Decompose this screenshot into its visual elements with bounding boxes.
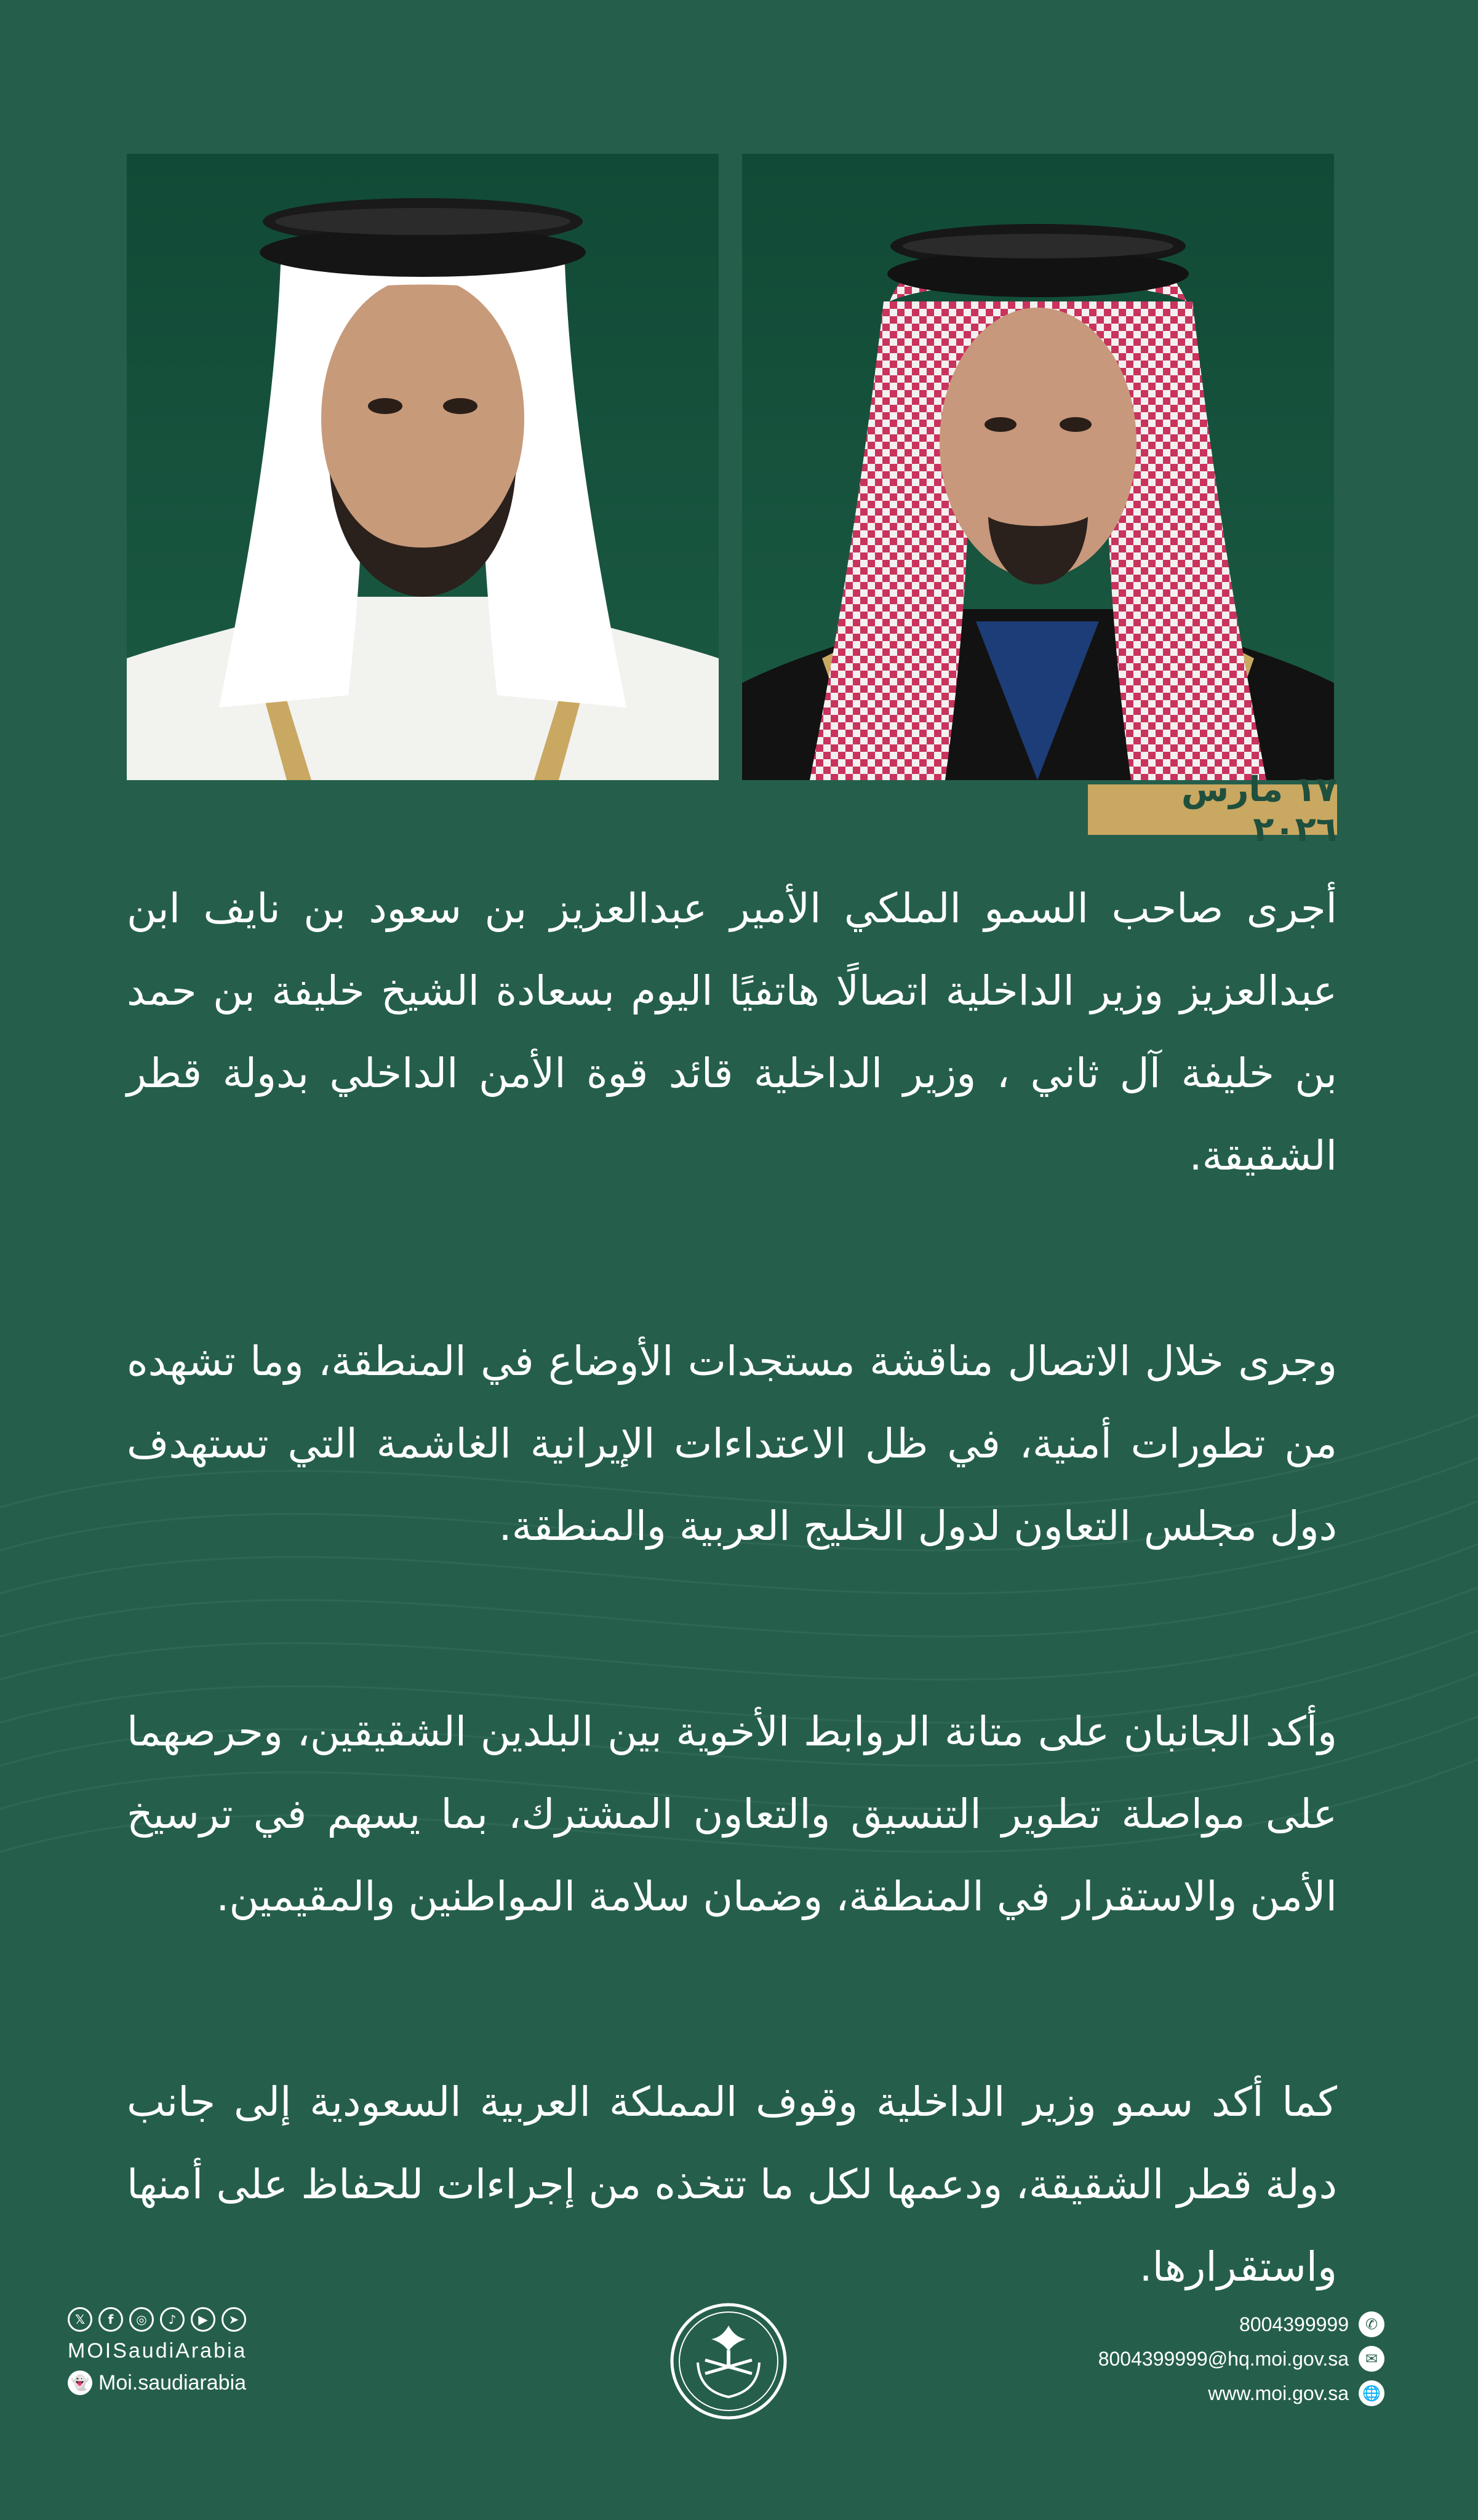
paragraph-4: كما أكد سمو وزير الداخلية وقوف المملكة العربية السعودية إلى جانب دولة قطر الشقيقة، ودعمها لكل ما تتخذه من إجراءات للحفاظ على أمنها واستقرارها. (127, 2078, 1337, 2291)
snapchat-row[interactable] (68, 2370, 326, 2395)
tiktok-icon[interactable]: ♪ (160, 2307, 185, 2332)
youtube-icon[interactable]: ▶ (191, 2307, 215, 2332)
social-icons-row (68, 2307, 326, 2332)
article-body (127, 867, 1337, 2431)
email-row[interactable] (997, 2342, 1384, 2376)
telegram-icon[interactable]: ➤ (222, 2307, 246, 2332)
phone-icon: ✆ (1359, 2311, 1384, 2337)
portrait-right (742, 154, 1334, 780)
ministry-emblem-logo (668, 2301, 789, 2422)
facebook-icon[interactable]: f (98, 2307, 123, 2332)
social-handle[interactable]: MOISaudiArabia (68, 2339, 247, 2362)
paragraph-3: وأكد الجانبان على متانة الروابط الأخوية بين البلدين الشقيقين، وحرصهما على مواصلة تطوير التنسيق والتعاون المشترك، بما يسهم في ترسيخ الأمن والاستقرار في المنطقة، وضمان سلامة المواطنين والمقيمين. (127, 1708, 1337, 1920)
website-url: www.moi.gov.sa (1208, 2382, 1349, 2404)
date-badge (1088, 770, 1337, 850)
mail-icon: ✉ (1359, 2346, 1384, 2372)
snapchat-icon: 👻 (68, 2370, 92, 2395)
portrait-left-illustration (127, 154, 719, 780)
portrait-left (127, 154, 719, 780)
portrait-right-illustration (742, 154, 1334, 780)
website-row[interactable] (997, 2376, 1384, 2410)
x-icon[interactable]: 𝕏 (68, 2307, 92, 2332)
globe-icon: 🌐 (1359, 2380, 1384, 2406)
email-address: 8004399999@hq.moi.gov.sa (1098, 2347, 1349, 2370)
phone-number: 8004399999 (1239, 2313, 1349, 2335)
contact-footer (997, 2307, 1384, 2410)
paragraph-2: وجرى خلال الاتصال مناقشة مستجدات الأوضاع في المنطقة، وما تشهده من تطورات أمنية، في ظل الاعتداءات الإيرانية الغاشمة التي تستهدف دول مجلس التعاون لدول الخليج العربية والمنطقة. (127, 1338, 1337, 1550)
date-text: ١٧ مارس ٢٠٢٦ (1181, 770, 1337, 850)
paragraph-1: أجرى صاحب السمو الملكي الأمير عبدالعزيز بن سعود بن نايف ابن عبدالعزيز وزير الداخلية اتصالًا هاتفيًا اليوم بسعادة الشيخ خليفة بن حمد بن خليفة آل ثاني ، وزير الداخلية قائد قوة الأمن الداخلي بدولة قطر الشقيقة. (127, 885, 1337, 1179)
snapchat-handle: Moi.saudiarabia (98, 2370, 247, 2394)
instagram-icon[interactable]: ◎ (129, 2307, 154, 2332)
phone-row[interactable] (997, 2307, 1384, 2342)
social-footer (68, 2307, 326, 2395)
